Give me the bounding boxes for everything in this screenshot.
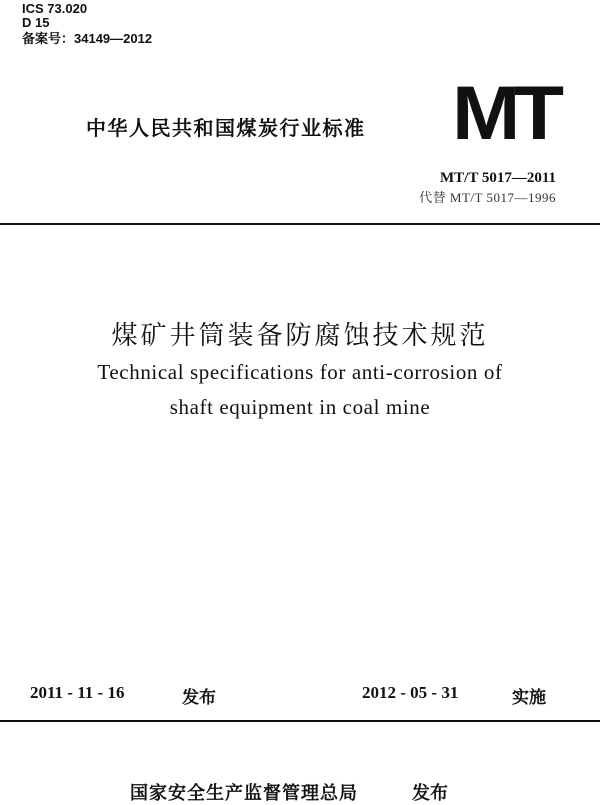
publish-date: 2011 - 11 - 16 bbox=[30, 683, 125, 702]
record-number: 备案号：34149—2012 bbox=[22, 31, 153, 46]
industry-standard-heading: 中华人民共和国煤炭行业标准 bbox=[86, 116, 366, 140]
issue-label: 发布 bbox=[412, 783, 448, 804]
replaces-standard: 代替 MT/T 5017—1996 bbox=[419, 190, 556, 205]
title-english-line-2: shaft equipment in coal mine bbox=[169, 395, 431, 419]
implement-label: 实施 bbox=[512, 688, 546, 708]
implement-date: 2012 - 05 - 31 bbox=[362, 683, 459, 702]
publish-label: 发布 bbox=[182, 688, 216, 708]
bottom-divider bbox=[0, 720, 600, 722]
mt-logo: MT bbox=[452, 71, 558, 156]
title-chinese: 煤矿井筒装备防腐蚀技术规范 bbox=[111, 321, 489, 351]
classification-code: D 15 bbox=[22, 15, 50, 30]
ics-code: ICS 73.020 bbox=[22, 1, 88, 16]
top-divider bbox=[0, 223, 600, 225]
standard-number: MT/T 5017—2011 bbox=[440, 170, 556, 186]
title-english-line-1: Technical specifications for anti-corrosion of bbox=[97, 360, 503, 384]
issuing-authority: 国家安全生产监督管理总局 bbox=[130, 783, 358, 804]
